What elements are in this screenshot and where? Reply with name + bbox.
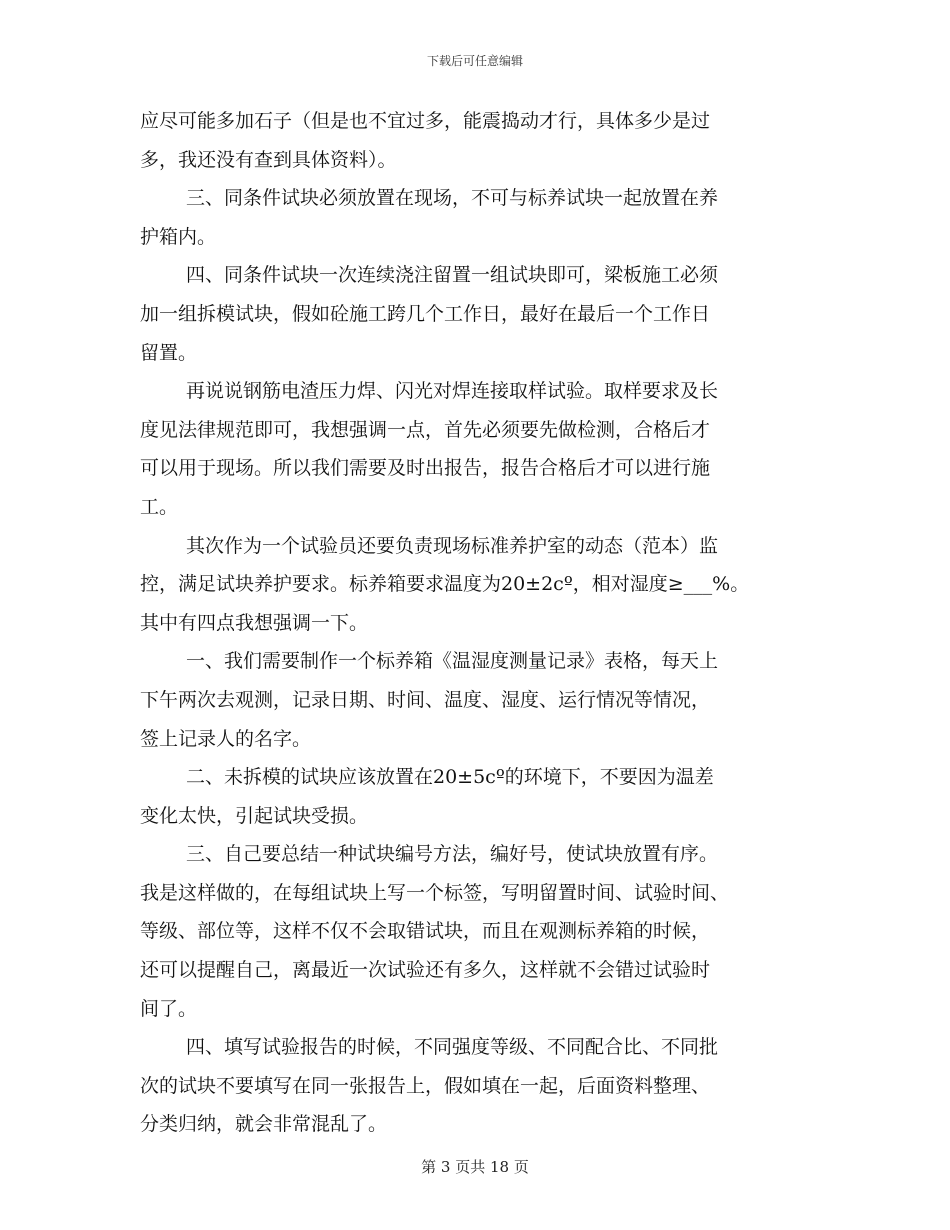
text-line: 其次作为一个试验员还要负责现场标准养护室的动态（范本）监	[186, 534, 719, 557]
text-line: 我是这样做的，在每组试块上写一个标签，写明留置时间、试验时间、	[140, 881, 730, 904]
text-line: 四、同条件试块一次连续浇注留置一组试块即可，梁板施工必须	[186, 264, 719, 287]
text-line: 分类归纳，就会非常混乱了。	[140, 1113, 388, 1136]
text-line: 三、同条件试块必须放置在现场，不可与标养试块一起放置在养	[186, 187, 719, 210]
text-line: 控，满足试块养护要求。标养箱要求温度为20±2cº，相对湿度≥___%。	[140, 573, 750, 596]
text-line: 多，我还没有查到具体资料）。	[140, 148, 397, 171]
document-body	[140, 102, 812, 1144]
text-line: 下午两次去观测，记录日期、时间、温度、湿度、运行情况等情况，	[140, 688, 711, 711]
text-line: 工。	[140, 495, 179, 518]
text-line: 可以用于现场。所以我们需要及时出报告，报告合格后才可以进行施	[140, 457, 711, 480]
text-line: 应尽可能多加石子（但是也不宜过多，能震捣动才行，具体多少是过	[140, 110, 711, 132]
text-line: 间了。	[140, 997, 198, 1020]
text-line: 一、我们需要制作一个标养箱《温湿度测量记录》表格，每天上	[186, 650, 719, 673]
text-line: 签上记录人的名字。	[140, 727, 312, 750]
page-header: 下载后可任意编辑	[426, 54, 523, 68]
text-line: 其中有四点我想强调一下。	[140, 611, 369, 634]
text-line: 还可以提醒自己，离最近一次试验还有多久，这样就不会错过试验时	[140, 959, 711, 982]
text-line: 护箱内。	[140, 225, 217, 248]
page-number: 第 3 页共 18 页	[421, 1158, 529, 1176]
text-line: 次的试块不要填写在同一张报告上，假如填在一起，后面资料整理、	[140, 1074, 711, 1097]
text-line: 度见法律规范即可，我想强调一点，首先必须要先做检测，合格后才	[140, 418, 711, 441]
text-line: 等级、部位等，这样不仅不会取错试块，而且在观测标养箱的时候，	[140, 920, 711, 943]
text-line: 三、自己要总结一种试块编号方法，编好号，使试块放置有序。	[186, 843, 719, 866]
text-line: 四、填写试验报告的时候，不同强度等级、不同配合比、不同批	[186, 1036, 719, 1059]
text-line: 再说说钢筋电渣压力焊、闪光对焊连接取样试验。取样要求及长	[186, 380, 719, 403]
text-line: 二、未拆模的试块应该放置在20±5cº的环境下，不要因为温差	[186, 766, 714, 789]
text-line: 加一组拆模试块，假如砼施工跨几个工作日，最好在最后一个工作日	[140, 302, 711, 325]
text-line: 留置。	[140, 341, 198, 364]
text-line: 变化太快，引起试块受损。	[140, 804, 369, 827]
